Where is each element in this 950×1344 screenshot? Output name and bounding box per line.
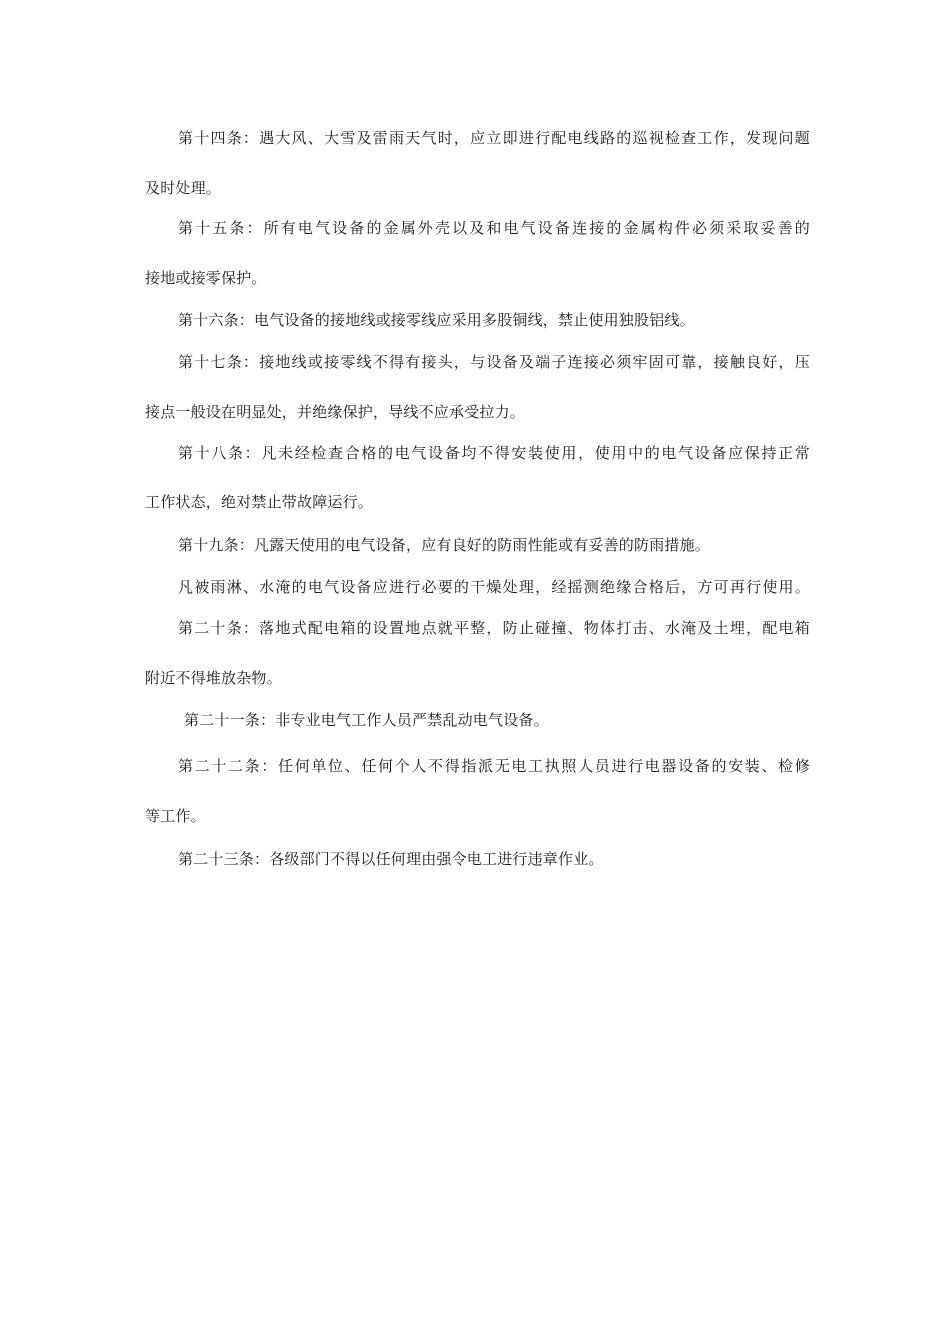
article-19-line-1: 第十九条：凡露天使用的电气设备，应有良好的防雨性能或有妥善的防雨措施。 (178, 536, 711, 554)
article-14-line-1: 第十四条：遇大风、大雪及雷雨天气时，应立即进行配电线路的巡视检查工作，发现问题 (178, 129, 810, 147)
article-21-line-1: 第二十一条：非专业电气工作人员严禁乱动电气设备。 (184, 711, 549, 729)
article-22-line-2: 等工作。 (145, 807, 206, 825)
article-20-line-1: 第二十条：落地式配电箱的设置地点就平整，防止碰撞、物体打击、水淹及土埋，配电箱 (178, 619, 810, 637)
article-15-line-1: 第十五条：所有电气设备的金属外壳以及和电气设备连接的金属构件必须采取妥善的 (178, 219, 810, 237)
article-15-line-2: 接地或接零保护。 (145, 269, 267, 287)
article-16-line-1: 第十六条：电气设备的接地线或接零线应采用多股铜线，禁止使用独股铝线。 (178, 311, 695, 329)
article-23-line-1: 第二十三条：各级部门不得以任何理由强令电工进行违章作业。 (178, 850, 604, 868)
article-20-line-2: 附近不得堆放杂物。 (145, 669, 282, 687)
article-18-line-2: 工作状态，绝对禁止带故障运行。 (145, 493, 374, 511)
article-17-line-2: 接点一般设在明显处，并绝缘保护，导线不应承受拉力。 (145, 403, 526, 421)
article-17-line-1: 第十七条：接地线或接零线不得有接头，与设备及端子连接必须牢固可靠，接触良好，压 (178, 353, 810, 371)
article-19-line-2: 凡被雨淋、水淹的电气设备应进行必要的干燥处理，经摇测绝缘合格后，方可再行使用。 (178, 578, 810, 596)
article-22-line-1: 第二十二条：任何单位、任何个人不得指派无电工执照人员进行电器设备的安装、检修 (178, 757, 810, 775)
article-14-line-2: 及时处理。 (145, 179, 222, 197)
article-18-line-1: 第十八条：凡未经检查合格的电气设备均不得安装使用，使用中的电气设备应保持正常 (178, 444, 810, 462)
